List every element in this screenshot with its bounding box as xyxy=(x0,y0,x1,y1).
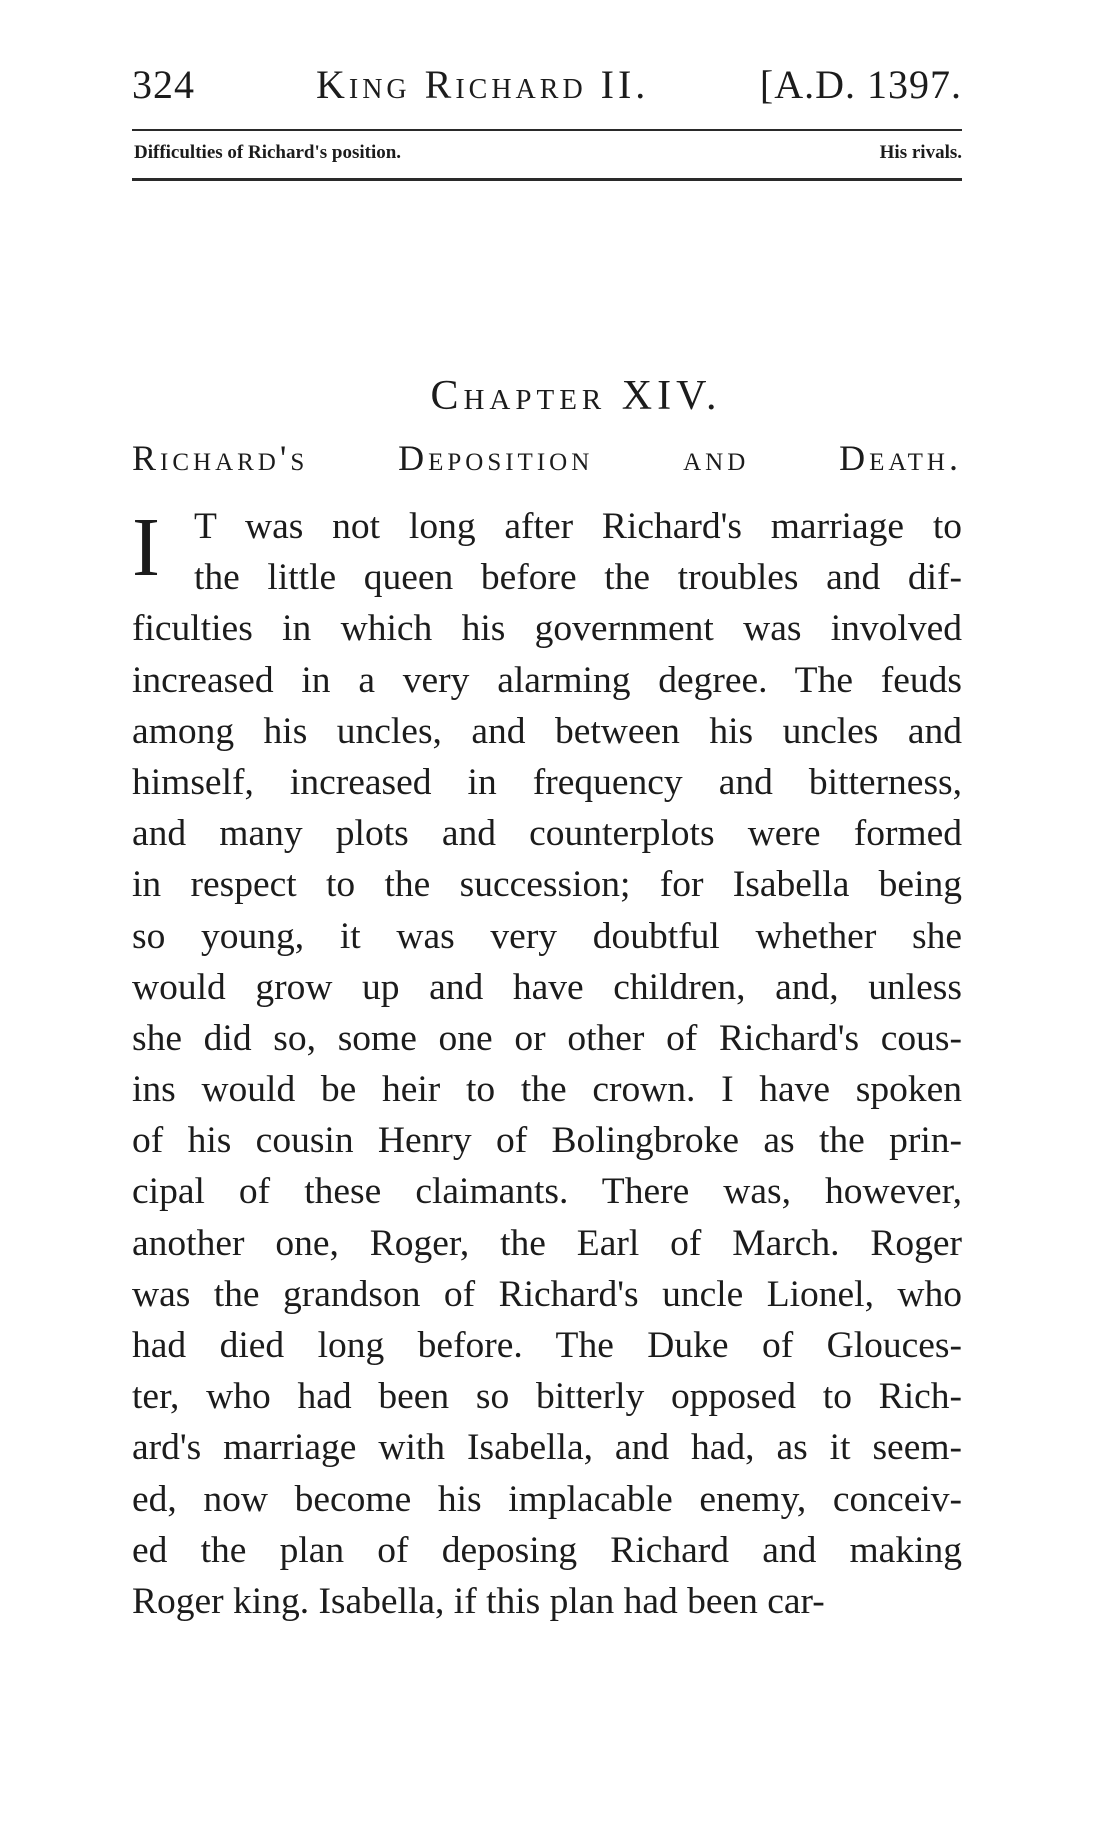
book-title: King Richard II. xyxy=(316,62,650,107)
text-line: the little queen before the troubles and dif- xyxy=(194,557,962,599)
text-line: so young, it was very doubtful whether she xyxy=(132,915,962,957)
text-line: another one, Roger, the Earl of March. Roger xyxy=(132,1222,962,1264)
header-rule-top xyxy=(132,129,962,131)
chapter-title: Richard's Deposition and Death. xyxy=(132,438,962,478)
body-text xyxy=(132,501,962,1627)
chapter-number: Chapter XIV. xyxy=(430,373,722,419)
sidenote-left: Difficulties of Richard's position. xyxy=(134,142,402,163)
text-line: and many plots and counterplots were formed xyxy=(132,813,962,855)
text-line: increased in a very alarming degree. The feuds xyxy=(132,659,962,701)
text-line: among his uncles, and between his uncles and xyxy=(132,710,962,752)
text-line: ins would be heir to the crown. I have spoken xyxy=(132,1069,962,1111)
page-number: 324 xyxy=(132,62,195,107)
running-head xyxy=(132,60,962,110)
sidenote-right: His rivals. xyxy=(879,142,962,163)
text-line: ard's marriage with Isabella, and had, as it seem- xyxy=(132,1427,962,1469)
text-line: cipal of these claimants. There was, however, xyxy=(132,1171,962,1213)
drop-cap: I xyxy=(132,501,160,594)
text-line: of his cousin Henry of Bolingbroke as the prin- xyxy=(132,1120,962,1162)
text-line: had died long before. The Duke of Glouces- xyxy=(132,1325,962,1366)
text-line: she did so, some one or other of Richard's cous- xyxy=(132,1017,962,1059)
text-line: in respect to the succession; for Isabella being xyxy=(132,864,962,906)
text-line: ter, who had been so bitterly opposed to Rich- xyxy=(132,1376,962,1418)
text-line: ed the plan of deposing Richard and making xyxy=(132,1529,962,1571)
text-line: Roger king. Isabella, if this plan had been car- xyxy=(132,1580,825,1622)
text-line: T was not long after Richard's marriage to xyxy=(194,506,962,547)
header-rule-bottom xyxy=(132,178,962,181)
text-line: himself, increased in frequency and bitterness, xyxy=(132,761,962,803)
text-line: ficulties in which his government was involved xyxy=(132,608,962,650)
text-line: was the grandson of Richard's uncle Lionel, who xyxy=(132,1273,962,1315)
date-marker: [A.D. 1397. xyxy=(759,62,962,107)
text-line: would grow up and have children, and, unless xyxy=(132,966,962,1008)
text-line: ed, now become his implacable enemy, conceiv- xyxy=(132,1478,962,1520)
